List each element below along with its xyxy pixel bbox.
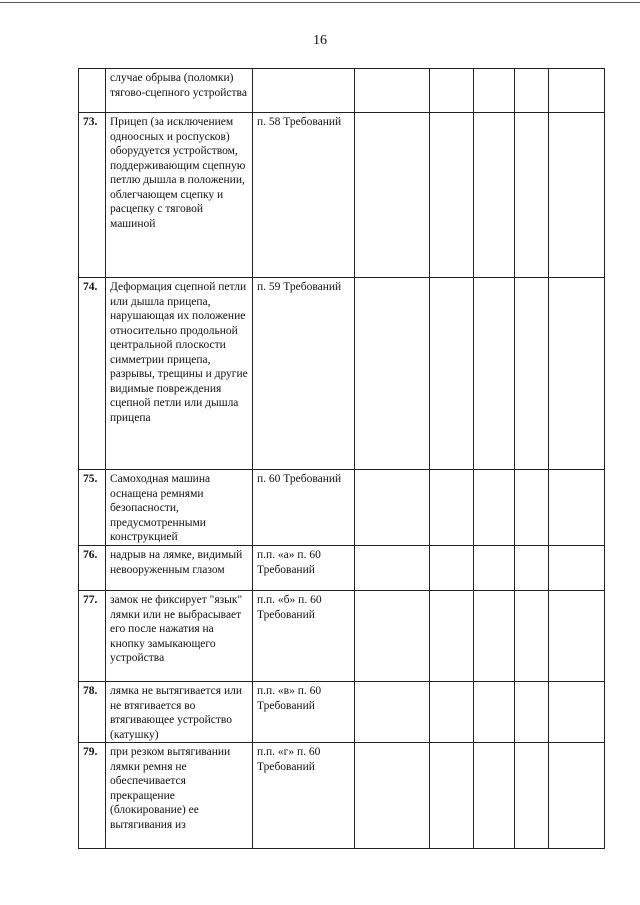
- empty-cell: [515, 69, 549, 113]
- empty-cell: [430, 113, 474, 278]
- empty-cell: [515, 470, 549, 546]
- empty-cell: [549, 546, 605, 591]
- empty-cell: [430, 69, 474, 113]
- requirements-table: [78, 68, 605, 849]
- empty-cell: [549, 69, 605, 113]
- empty-cell: [474, 278, 515, 470]
- row-number: 76.: [79, 546, 106, 591]
- empty-cell: [549, 591, 605, 682]
- row-description: Прицеп (за исключением одноосных и роспусков) оборудуется устройством, поддерживающим сцепную петлю дышла в положении, облегчающем сцепку и расцепку с тяговой машиной: [106, 113, 253, 278]
- row-number: 79.: [79, 743, 106, 849]
- row-number: 75.: [79, 470, 106, 546]
- row-description: надрыв на лямке, видимый невооруженным глазом: [106, 546, 253, 591]
- empty-cell: [474, 69, 515, 113]
- empty-cell: [515, 278, 549, 470]
- row-reference: п.п. «в» п. 60 Требований: [253, 682, 355, 743]
- empty-cell: [355, 69, 430, 113]
- table-row: [79, 591, 605, 682]
- table-row: [79, 470, 605, 546]
- row-number: 73.: [79, 113, 106, 278]
- row-description: замок не фиксирует "язык" лямки или не выбрасывает его после нажатия на кнопку замыкающего устройства: [106, 591, 253, 682]
- page-number: 16: [313, 33, 327, 48]
- row-reference: п. 58 Требований: [253, 113, 355, 278]
- row-description: лямка не вытягивается или не втягивается во втягивающее устройство (катушку): [106, 682, 253, 743]
- row-number: 77.: [79, 591, 106, 682]
- empty-cell: [515, 591, 549, 682]
- empty-cell: [355, 470, 430, 546]
- row-number: [79, 69, 106, 113]
- empty-cell: [355, 682, 430, 743]
- table-row: [79, 743, 605, 849]
- row-reference: п.п. «б» п. 60 Требований: [253, 591, 355, 682]
- empty-cell: [430, 682, 474, 743]
- empty-cell: [549, 743, 605, 849]
- empty-cell: [355, 278, 430, 470]
- empty-cell: [474, 591, 515, 682]
- empty-cell: [515, 743, 549, 849]
- empty-cell: [474, 682, 515, 743]
- row-reference: п. 60 Требований: [253, 470, 355, 546]
- row-description: Деформация сцепной петли или дышла прицепа, нарушающая их положение относительно продольной центральной плоскости симметрии прицепа, разрывы, трещины и другие видимые повреждения сцепной петли или дышла прицепа: [106, 278, 253, 470]
- empty-cell: [474, 113, 515, 278]
- empty-cell: [430, 546, 474, 591]
- empty-cell: [355, 546, 430, 591]
- empty-cell: [515, 113, 549, 278]
- empty-cell: [474, 743, 515, 849]
- table-row: [79, 278, 605, 470]
- empty-cell: [430, 470, 474, 546]
- row-number: 74.: [79, 278, 106, 470]
- empty-cell: [355, 591, 430, 682]
- empty-cell: [549, 278, 605, 470]
- empty-cell: [474, 470, 515, 546]
- row-description: Самоходная машина оснащена ремнями безопасности, предусмотренными конструкцией: [106, 470, 253, 546]
- empty-cell: [549, 113, 605, 278]
- empty-cell: [355, 743, 430, 849]
- empty-cell: [474, 546, 515, 591]
- row-reference: [253, 69, 355, 113]
- empty-cell: [549, 682, 605, 743]
- empty-cell: [430, 278, 474, 470]
- table-row: [79, 546, 605, 591]
- empty-cell: [430, 591, 474, 682]
- empty-cell: [430, 743, 474, 849]
- row-reference: п. 59 Требований: [253, 278, 355, 470]
- row-description: при резком вытягивании лямки ремня не обеспечивается прекращение (блокирование) ее вытягивания из: [106, 743, 253, 849]
- row-reference: п.п. «а» п. 60 Требований: [253, 546, 355, 591]
- row-description: случае обрыва (поломки) тягово-сцепного устройства: [106, 69, 253, 113]
- top-rule: [0, 2, 640, 3]
- empty-cell: [515, 682, 549, 743]
- table-row: [79, 682, 605, 743]
- row-number: 78.: [79, 682, 106, 743]
- row-reference: п.п. «г» п. 60 Требований: [253, 743, 355, 849]
- empty-cell: [355, 113, 430, 278]
- empty-cell: [549, 470, 605, 546]
- empty-cell: [515, 546, 549, 591]
- table-row: [79, 113, 605, 278]
- table-row: [79, 69, 605, 113]
